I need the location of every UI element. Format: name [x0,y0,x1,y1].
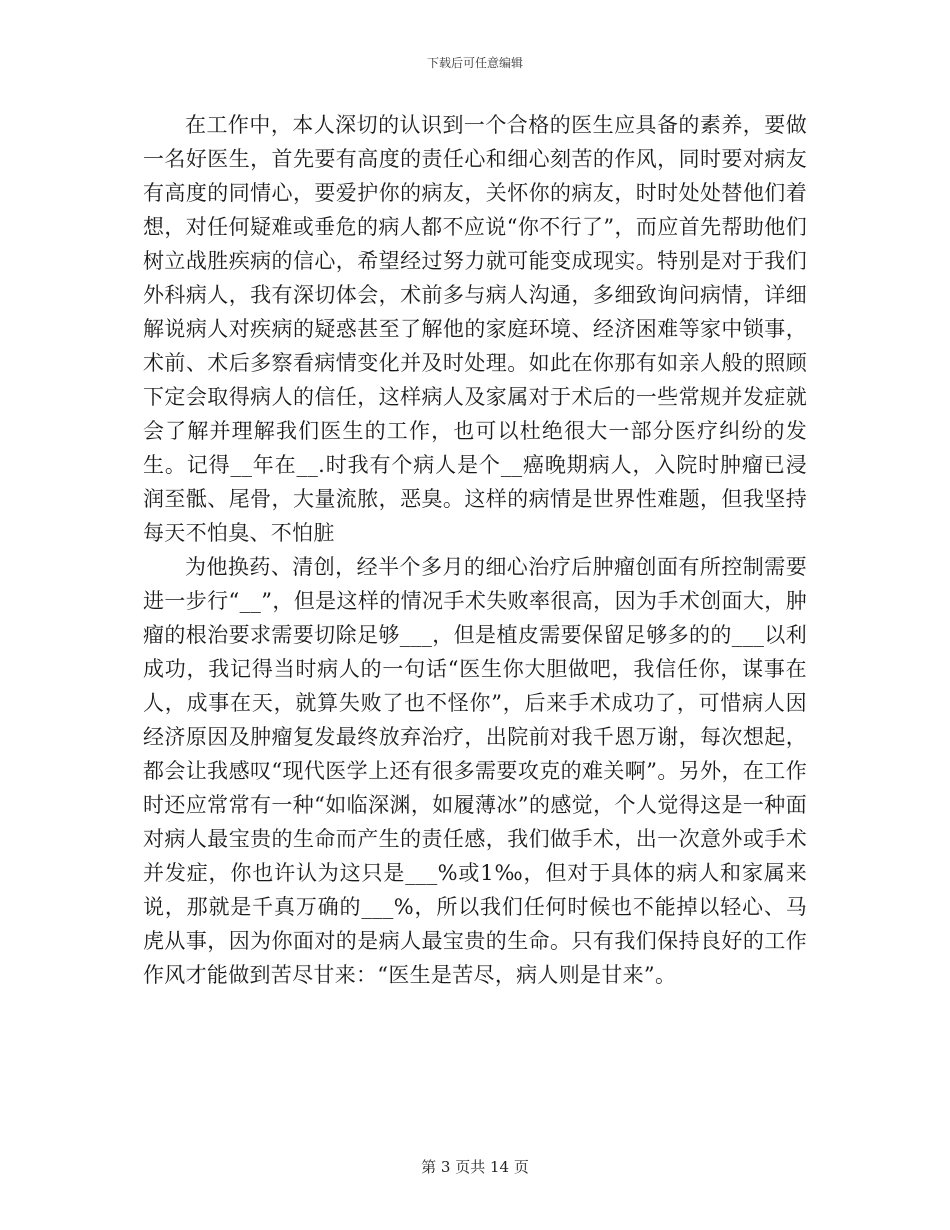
page-number-footer: 第 3 页共 14 页 [421,1158,529,1176]
document-body [143,108,807,992]
paragraph-1: 在工作中，本人深切的认识到一个合格的医生应具备的素养，要做一名好医生，首先要有高度的责任心和细心刻苦的作风，同时要对病友有高度的同情心，要爱护你的病友，关怀你的病友，时时处处替他们着想，对任何疑难或垂危的病人都不应说“你不行了”，而应首先帮助他们树立战胜疾病的信心，希望经过努力就可能变成现实。特别是对于我们外科病人，我有深切体会，术前多与病人沟通，多细致询问病情，详细解说病人对疾病的疑惑甚至了解他的家庭环境、经济困难等家中锁事，术前、术后多察看病情变化并及时处理。如此在你那有如亲人般的照顾下定会取得病人的信任，这样病人及家属对于术后的一些常规并发症就会了解并理解我们医生的工作，也可以杜绝很大一部分医疗纠纷的发生。记得__年在__.时我有个病人是个__癌晚期病人，入院时肿瘤已浸润至骶、尾骨，大量流脓，恶臭。这样的病情是世界性难题，但我坚持每天不怕臭、不怕脏 [143,113,807,545]
page-header-note: 下载后可任意编辑 [426,56,523,70]
paragraph-2: 为他换药、清创，经半个多月的细心治疗后肿瘤创面有所控制需要进一步行“__”，但是这样的情况手术失败率很高，因为手术创面大，肿瘤的根治要求需要切除足够___，但是植皮需要保留足够多的的___以利成功，我记得当时病人的一句话“医生你大胆做吧，我信任你，谋事在人，成事在天，就算失败了也不怪你”，后来手术成功了，可惜病人因经济原因及肿瘤复发最终放弃治疗，出院前对我千恩万谢，每次想起，都会让我感叹“现代医学上还有很多需要攻克的难关啊”。另外，在工作时还应常常有一种“如临深渊，如履薄冰”的感觉，个人觉得这是一种面对病人最宝贵的生命而产生的责任感，我们做手术，出一次意外或手术并发症，你也许认为这只是___%或1‰，但对于具体的病人和家属来说，那就是千真万确的___%，所以我们任何时候也不能掉以轻心、马虎从事，因为你面对的是病人最宝贵的生命。只有我们保持良好的工作作风才能做到苦尽甘来：“医生是苦尽，病人则是甘来”。 [143,555,807,987]
